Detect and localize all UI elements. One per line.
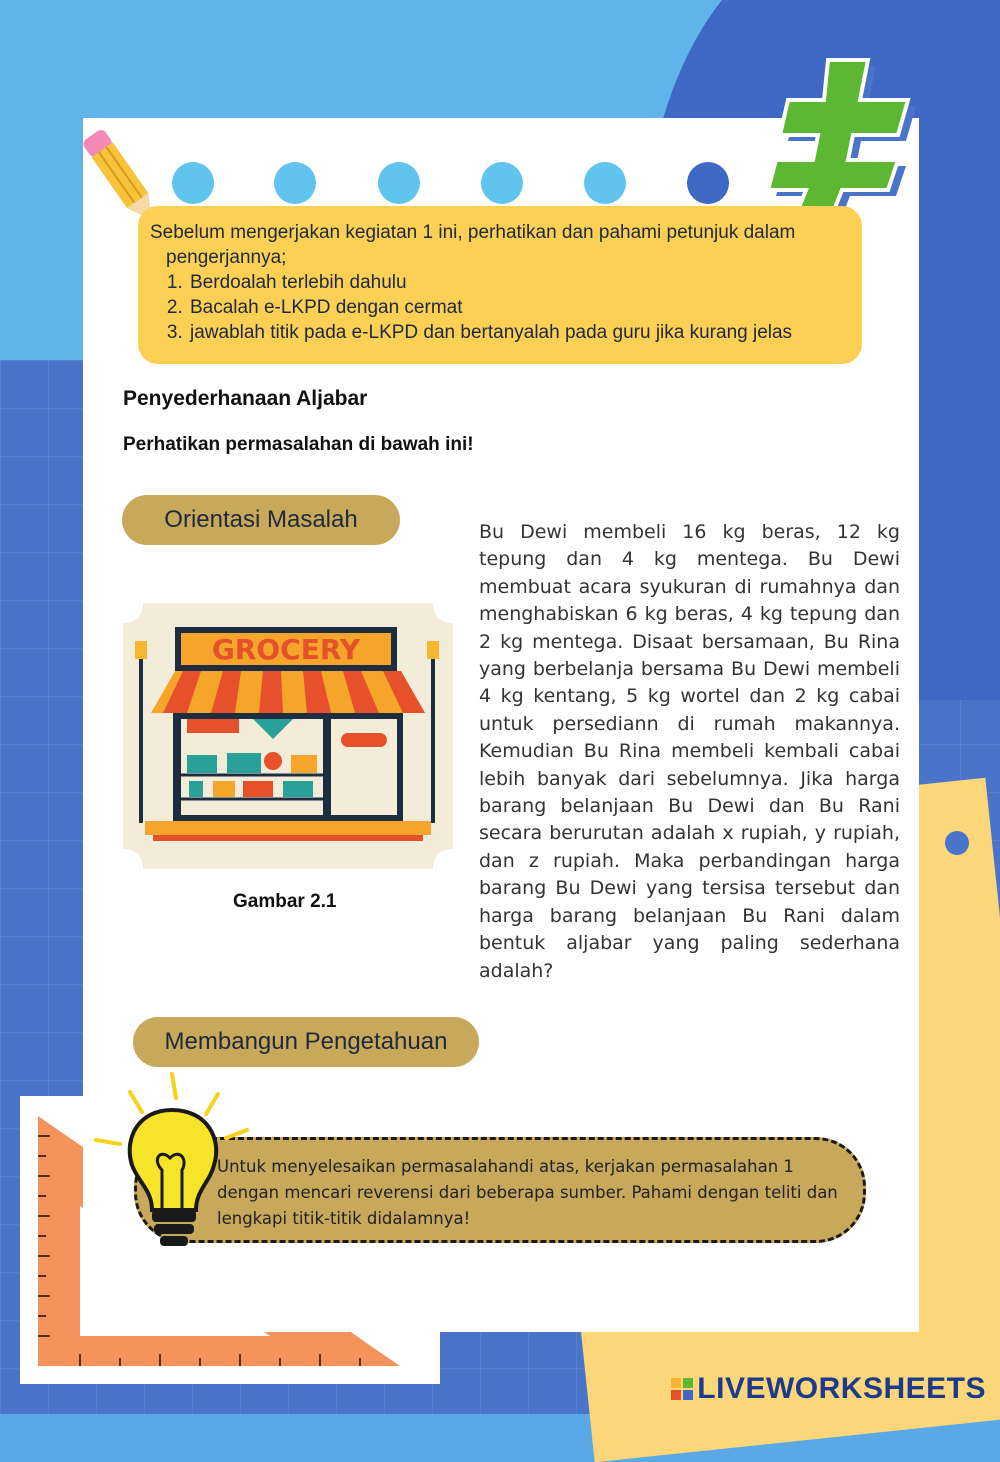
grocery-store-image <box>123 603 453 869</box>
binder-hole <box>584 162 626 204</box>
binder-hole <box>172 162 214 204</box>
liveworksheets-icon <box>671 1378 693 1400</box>
binder-hole <box>481 162 523 204</box>
binder-hole <box>378 162 420 204</box>
not-equal-icon <box>758 40 928 210</box>
section-label-orientasi: Orientasi Masalah <box>122 495 400 545</box>
image-caption: Gambar 2.1 <box>233 891 337 912</box>
instruction-step: 3. jawablah titik pada e-LKPD dan bertanyalah pada guru jika kurang jelas <box>188 320 842 345</box>
instruction-step: 2. Bacalah e-LKPD dengan cermat <box>188 295 842 320</box>
liveworksheets-logo[interactable] <box>671 1372 986 1406</box>
binder-hole <box>687 162 729 204</box>
binder-hole <box>274 162 316 204</box>
problem-text: Bu Dewi membeli 16 kg beras, 12 kg tepung dan 4 kg mentega. Bu Dewi membuat acara syukuran di rumahnya dan menghabiskan 6 kg beras, 4 kg tepung dan 2 kg mentega. Disaat bersamaan, Bu Rina yang berbelanja bersama Bu Dewi membeli 4 kg kentang, 5 kg wortel dan 2 kg cabai untuk persediann di rumah makannya. Kemudian Bu Rina membeli kembali cabai lebih banyak dari sebelumnya. Jika harga barang belanjaan Bu Dewi dan Bu Rani secara berurutan adalah x rupiah, y rupiah, dan z rupiah. Maka perbandingan harga barang Bu Dewi yang tersisa tersebut dan harga barang belanjaan Bu Rani dalam bentuk aljabar yang paling sederhana adalah? <box>479 521 900 982</box>
hint-text: Untuk menyelesaikan permasalahandi atas, kerjakan permasalahan 1 dengan mencari reverensi dari beberapa sumber. Pahami dengan teliti dan lengkapi titik-titik didalamnya! <box>217 1157 838 1228</box>
page-title: Penyederhanaan Aljabar <box>123 387 368 410</box>
grocery-sign-text: GROCERY <box>211 633 361 666</box>
instructions-intro: Sebelum mengerjakan kegiatan 1 ini, perhatikan dan pahami petunjuk dalam pengerjannya; <box>150 222 796 268</box>
page-subtitle: Perhatikan permasalahan di bawah ini! <box>123 434 474 455</box>
decorative-dot <box>945 831 969 855</box>
instructions-box <box>138 206 862 364</box>
instructions-list <box>144 270 842 345</box>
section-label-membangun: Membangun Pengetahuan <box>133 1017 479 1067</box>
instruction-step: 1. Berdoalah terlebih dahulu <box>188 270 842 295</box>
brand-text: LIVEWORKSHEETS <box>697 1372 986 1405</box>
lightbulb-icon <box>92 1070 252 1260</box>
